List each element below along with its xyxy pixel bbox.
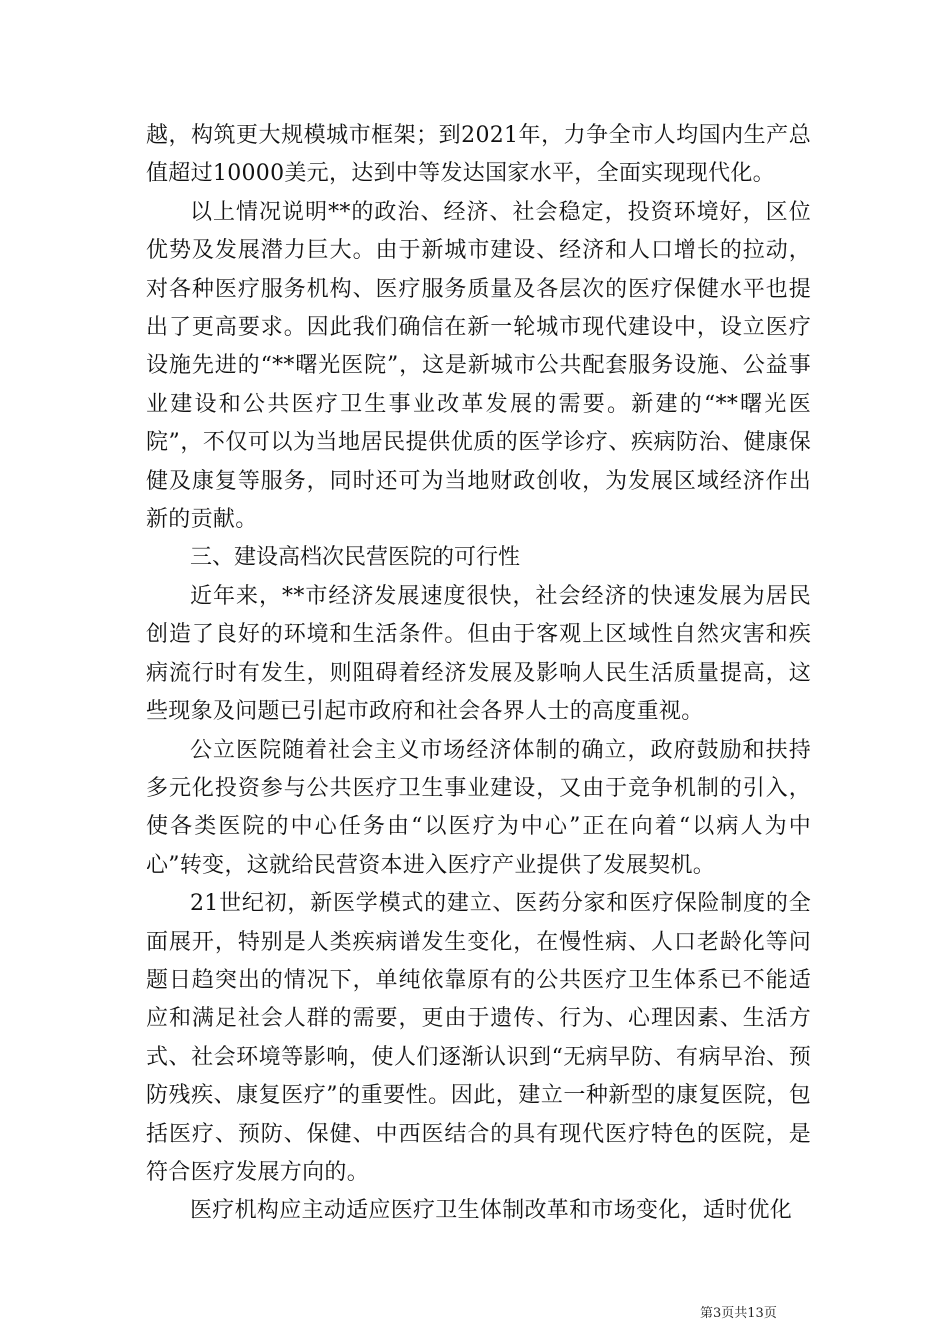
paragraph-continuation: 越，构筑更大规模城市框架；到2021年，力争全市人均国内生产总值超过10000美元，达到中等发达国家水平，全面实现现代化。 (146, 123, 811, 187)
paragraph-overview: 以上情况说明**的政治、经济、社会稳定，投资环境好，区位优势及发展潜力巨大。由于新城市建设、经济和人口增长的拉动，对各种医疗服务机构、医疗服务质量及各层次的医疗保健水平也提出了更高要求。因此我们确信在新一轮城市现代建设中，设立医疗设施先进的“**曙光医院”，这是新城市公共配套服务设施、公益事业建设和公共医疗卫生事业改革发展的需要。新建的“**曙光医院”，不仅可以为当地居民提供优质的医学诊疗、疾病防治、健康保健及康复等服务，同时还可为当地财政创收，为发展区域经济作出新的贡献。 (146, 199, 811, 533)
paragraph-public-hospitals: 公立医院随着社会主义市场经济体制的确立，政府鼓励和扶持多元化投资参与公共医疗卫生事业建设，又由于竞争机制的引入，使各类医院的中心任务由“以医疗为中心”正在向着“以病人为中心”转变，这就给民营资本进入医疗产业提供了发展契机。 (146, 737, 811, 878)
page-number: 第3页共13页 (700, 1306, 777, 1321)
section-heading: 三、建设高档次民营医院的可行性 (190, 545, 521, 571)
paragraph-medical-model: 21世纪初，新医学模式的建立、医药分家和医疗保险制度的全面展开，特别是人类疾病谱发生变化，在慢性病、人口老龄化等问题日趋突出的情况下，单纯依靠原有的公共医疗卫生体系已不能适应和满足社会人群的需要，更由于遗传、行为、心理因素、生活方式、社会环境等影响，使人们逐渐认识到“无病早防、有病早治、预防残疾、康复医疗”的重要性。因此，建立一种新型的康复医院，包括医疗、预防、保健、中西医结合的具有现代医疗特色的医院，是符合医疗发展方向的。 (146, 891, 811, 1185)
paragraph-economy: 近年来，**市经济发展速度很快，社会经济的快速发展为居民创造了良好的环境和生活条件。但由于客观上区域性自然灾害和疾病流行时有发生，则阻碍着经济发展及影响人民生活质量提高，这些现象及问题已引起市政府和社会各界人士的高度重视。 (146, 583, 811, 725)
paragraph-institution-adaptation: 医疗机构应主动适应医疗卫生体制改革和市场变化，适时优化 (190, 1198, 793, 1224)
document-body (146, 117, 811, 1231)
